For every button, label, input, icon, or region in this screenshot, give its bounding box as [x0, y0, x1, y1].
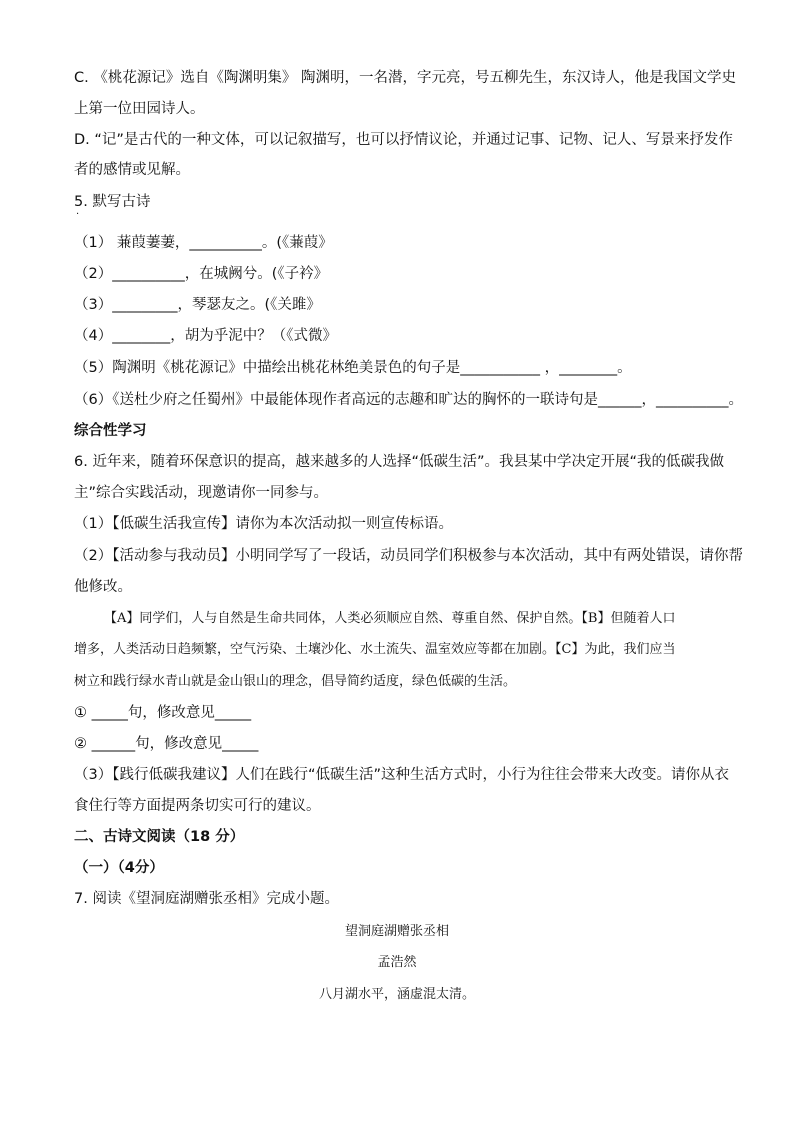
subsection-heading: （一）（4分） [74, 860, 164, 876]
option-c-line1: C. 《桃花源记》选自《陶渊明集》 陶渊明，一名潜，字元亮，号五柳先生，东汉诗人，他是我国文学史 [74, 70, 736, 86]
answer-slot-2: ② ______句，修改意见_____ [74, 736, 259, 752]
q6-part-3-line2: 食住行等方面提两条切实可行的建议。 [74, 798, 321, 814]
question-7-title: 7. 阅读《望洞庭湖赠张丞相》完成小题。 [74, 891, 339, 907]
option-d-line2: 者的感情或见解。 [74, 162, 190, 178]
option-d-line1: D. “记”是古代的一种文体，可以记叙描写，也可以抒情议论，并通过记事、记物、记人、写景来抒发作 [74, 132, 733, 148]
question-5-title: 5. 默写古诗 [74, 194, 151, 210]
q5-item-1: （1） 蒹葭萋萋，__________。(《蒹葭》 [74, 235, 333, 251]
option-c-line2: 上第一位田园诗人。 [74, 101, 205, 117]
poem-author: 孟浩然 [377, 955, 417, 970]
poem-title: 望洞庭湖赠张丞相 [344, 924, 449, 939]
q6-part-2-line2: 他修改。 [74, 579, 132, 595]
q5-item-6: （6）《送杜少府之任蜀州》中最能体现作者高远的志趣和旷达的胸怀的一联诗句是______，__________。 [74, 392, 743, 408]
q6-part-2-line1: （2）【活动参与我动员】小明同学写了一段话，动员同学们积极参与本次活动，其中有两处错误，请你帮 [74, 548, 743, 564]
q6-part-1: （1）【低碳生活我宣传】请你为本次活动拟一则宣传标语。 [74, 516, 453, 532]
passage-line3: 树立和践行绿水青山就是金山银山的理念，倡导简约适度，绿色低碳的生活。 [74, 674, 517, 689]
section-heading-classical: 二、古诗文阅读（18 分） [74, 829, 245, 845]
q5-item-3: （3）_________，琴瑟友之。(《关雎》 [74, 297, 321, 313]
section-heading-comprehensive: 综合性学习 [74, 423, 147, 439]
q5-item-4: （4）________，胡为乎泥中？（《式微》 [74, 328, 337, 344]
poem-line-1: 八月湖水平，涵虚混太清。 [318, 987, 475, 1002]
q5-item-5: （5）陶渊明《桃花源记》中描绘出桃花林绝美景色的句子是___________ ，________。 [74, 360, 632, 376]
answer-slot-1: ① _____句，修改意见_____ [74, 705, 252, 721]
passage-line2: 增多，人类活动日趋频繁，空气污染、土壤沙化、水土流失、温室效应等都在加剧。【C】为此，我们应当 [74, 642, 676, 657]
passage-line1: 【A】同学们，人与自然是生命共同体，人类必须顺应自然、尊重自然、保护自然。【B】但随着人口 [104, 611, 676, 626]
stray-dot: · [76, 209, 80, 220]
q5-item-2: （2）__________，在城阙兮。(《子衿》 [74, 266, 329, 282]
question-6-line2: 主”综合实践活动，现邀请你一同参与。 [74, 485, 329, 501]
question-6-line1: 6. 近年来，随着环保意识的提高，越来越多的人选择“低碳生活”。我县某中学决定开展“我的低碳我做 [74, 454, 724, 470]
q6-part-3-line1: （3）【践行低碳我建议】人们在践行“低碳生活”这种生活方式时，小行为往往会带来大改变。请你从衣 [74, 767, 729, 783]
